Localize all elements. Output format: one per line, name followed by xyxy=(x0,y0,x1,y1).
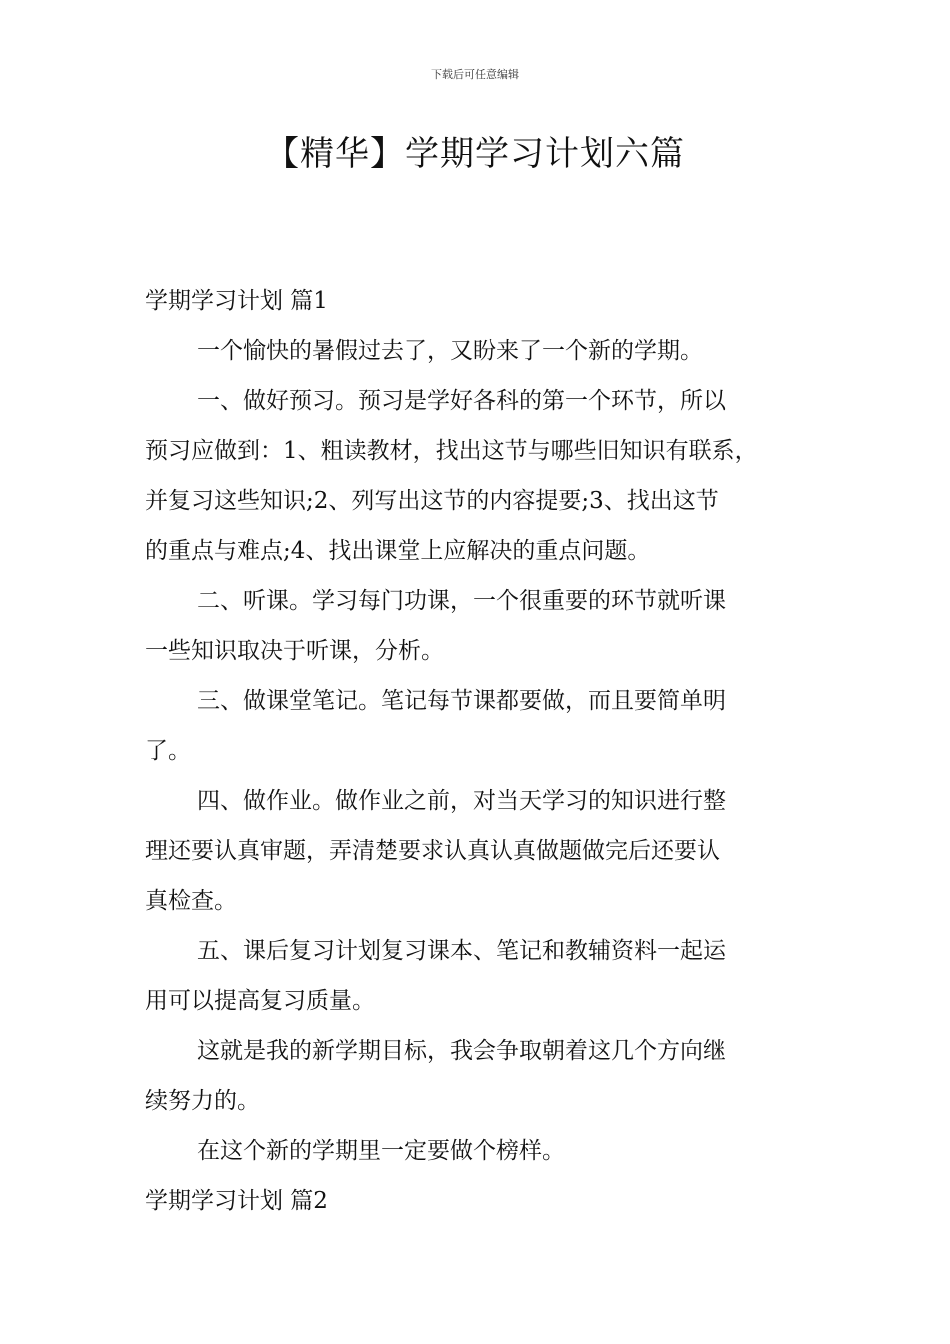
paragraph-line: 在这个新的学期里一定要做个榜样。 xyxy=(197,1138,565,1164)
paragraph-line: 理还要认真审题，弄清楚要求认真认真做题做完后还要认 xyxy=(145,838,720,864)
document-title: 【精华】学期学习计划六篇 xyxy=(265,134,685,174)
paragraph-line: 二、听课。学习每门功课，一个很重要的环节就听课 xyxy=(197,588,726,614)
paragraph-line: 的重点与难点;4、找出课堂上应解决的重点问题。 xyxy=(145,538,651,564)
paragraph-line: 一、做好预习。预习是学好各科的第一个环节，所以 xyxy=(197,388,726,414)
paragraph-line: 真检查。 xyxy=(145,888,237,914)
paragraph-line: 五、课后复习计划复习课本、笔记和教辅资料一起运 xyxy=(197,938,726,964)
paragraph-line: 预习应做到：1、粗读教材，找出这节与哪些旧知识有联系， xyxy=(145,438,758,464)
header-note: 下载后可任意编辑 xyxy=(431,68,519,81)
paragraph-line: 四、做作业。做作业之前，对当天学习的知识进行整 xyxy=(197,788,726,814)
section-heading-2: 学期学习计划 篇2 xyxy=(145,1188,328,1214)
paragraph-line: 了。 xyxy=(145,738,191,764)
paragraph-line: 三、做课堂笔记。笔记每节课都要做，而且要简单明 xyxy=(197,688,726,714)
paragraph-line: 一个愉快的暑假过去了，又盼来了一个新的学期。 xyxy=(197,338,703,364)
paragraph-line: 并复习这些知识;2、列写出这节的内容提要;3、找出这节 xyxy=(145,488,719,514)
paragraph-line: 续努力的。 xyxy=(145,1088,260,1114)
section-heading-1: 学期学习计划 篇1 xyxy=(145,288,328,314)
paragraph-line: 这就是我的新学期目标，我会争取朝着这几个方向继 xyxy=(197,1038,726,1064)
paragraph-line: 一些知识取决于听课，分析。 xyxy=(145,638,444,664)
paragraph-line: 用可以提高复习质量。 xyxy=(145,988,375,1014)
document-body xyxy=(145,282,825,1232)
